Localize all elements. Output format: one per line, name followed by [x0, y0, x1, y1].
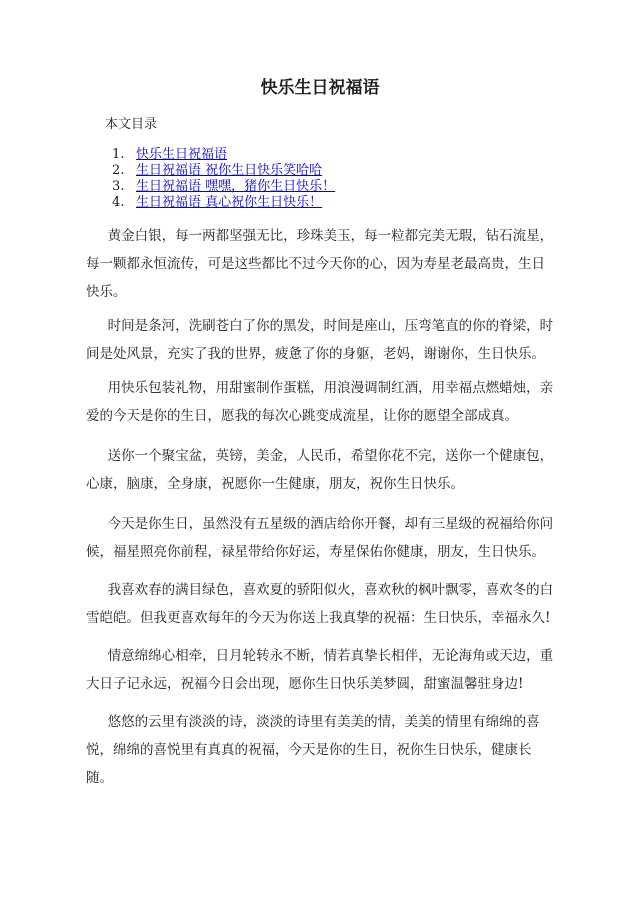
toc-number: 3.	[112, 179, 125, 194]
paragraph-line: 每一颗都永恒流传，可是这些都比不过今天你的心，因为寿星老最高贵，生日	[86, 256, 545, 272]
body-paragraph	[86, 222, 556, 306]
body-paragraph	[86, 576, 556, 632]
paragraph-line: 间是处风景，充实了我的世界，疲惫了你的身躯，老妈，谢谢你，生日快乐。	[86, 346, 545, 362]
toc-item	[112, 163, 335, 179]
toc-item	[112, 195, 335, 211]
paragraph-line: 悠悠的云里有淡淡的诗，淡淡的诗里有美美的情，美美的情里有绵绵的喜	[107, 714, 540, 730]
toc-link-4[interactable]: 生日祝福语 真心祝你生日快乐！	[136, 195, 323, 210]
paragraph-line: 随。	[86, 770, 113, 786]
paragraph-line: 大日子记永远，祝福今日会出现，愿你生日快乐美梦圆，甜蜜温馨驻身边!	[86, 676, 524, 692]
toc-link-3[interactable]: 生日祝福语 嘿嘿，猪你生日快乐！	[136, 179, 336, 194]
body-paragraph	[86, 708, 556, 792]
paragraph-line: 雪皑皑。但我更喜欢每年的今天为你送上我真挚的祝福：生日快乐，幸福永久!	[86, 610, 551, 626]
paragraph-line: 用快乐包装礼物，用甜蜜制作蛋糕，用浪漫调制红酒，用幸福点燃蜡烛，亲	[107, 380, 554, 396]
body-paragraph	[86, 442, 556, 498]
body-paragraph	[86, 642, 556, 698]
paragraph-line: 心康，脑康，全身康，祝愿你一生健康，朋友，祝你生日快乐。	[86, 476, 464, 492]
toc-link-1[interactable]: 快乐生日祝福语	[136, 147, 228, 162]
toc-number: 2.	[112, 163, 125, 178]
toc-heading: 本文目录	[105, 117, 158, 132]
toc-link-2[interactable]: 生日祝福语 祝你生日快乐笑哈哈	[136, 163, 323, 178]
body-paragraph	[86, 374, 556, 430]
paragraph-line: 候，福星照亮你前程，禄星带给你好运，寿星保佑你健康，朋友，生日快乐。	[86, 544, 545, 560]
paragraph-line: 情意绵绵心相牵，日月轮转永不断，情若真挚长相伴，无论海角或天边，重	[107, 648, 554, 664]
toc-number: 4.	[112, 195, 125, 210]
toc-item	[112, 179, 335, 195]
paragraph-line: 今天是你生日，虽然没有五星级的酒店给你开餐，却有三星级的祝福给你问	[107, 516, 554, 532]
document-title: 快乐生日祝福语	[260, 78, 380, 98]
table-of-contents	[112, 147, 335, 211]
paragraph-line: 爱的今天是你的生日，愿我的每次心跳变成流星，让你的愿望全部成真。	[86, 408, 518, 424]
body-paragraph	[86, 312, 556, 368]
paragraph-line: 悦，绵绵的喜悦里有真真的祝福，今天是你的生日，祝你生日快乐，健康长	[86, 742, 532, 758]
paragraph-line: 快乐。	[86, 284, 127, 300]
toc-number: 1.	[112, 147, 125, 162]
paragraph-line: 黄金白银，每一两都坚强无比，珍珠美玉，每一粒都完美无瑕，钻石流星，	[107, 228, 554, 244]
paragraph-line: 送你一个聚宝盆，英镑，美金，人民币，希望你花不完，送你一个健康包，	[107, 448, 554, 464]
body-paragraph	[86, 510, 556, 566]
paragraph-line: 时间是条河，洗刷苍白了你的黑发，时间是座山，压弯笔直的你的脊梁，时	[107, 318, 554, 334]
toc-item	[112, 147, 335, 163]
paragraph-line: 我喜欢春的满目绿色，喜欢夏的骄阳似火，喜欢秋的枫叶飘零，喜欢冬的白	[107, 582, 554, 598]
